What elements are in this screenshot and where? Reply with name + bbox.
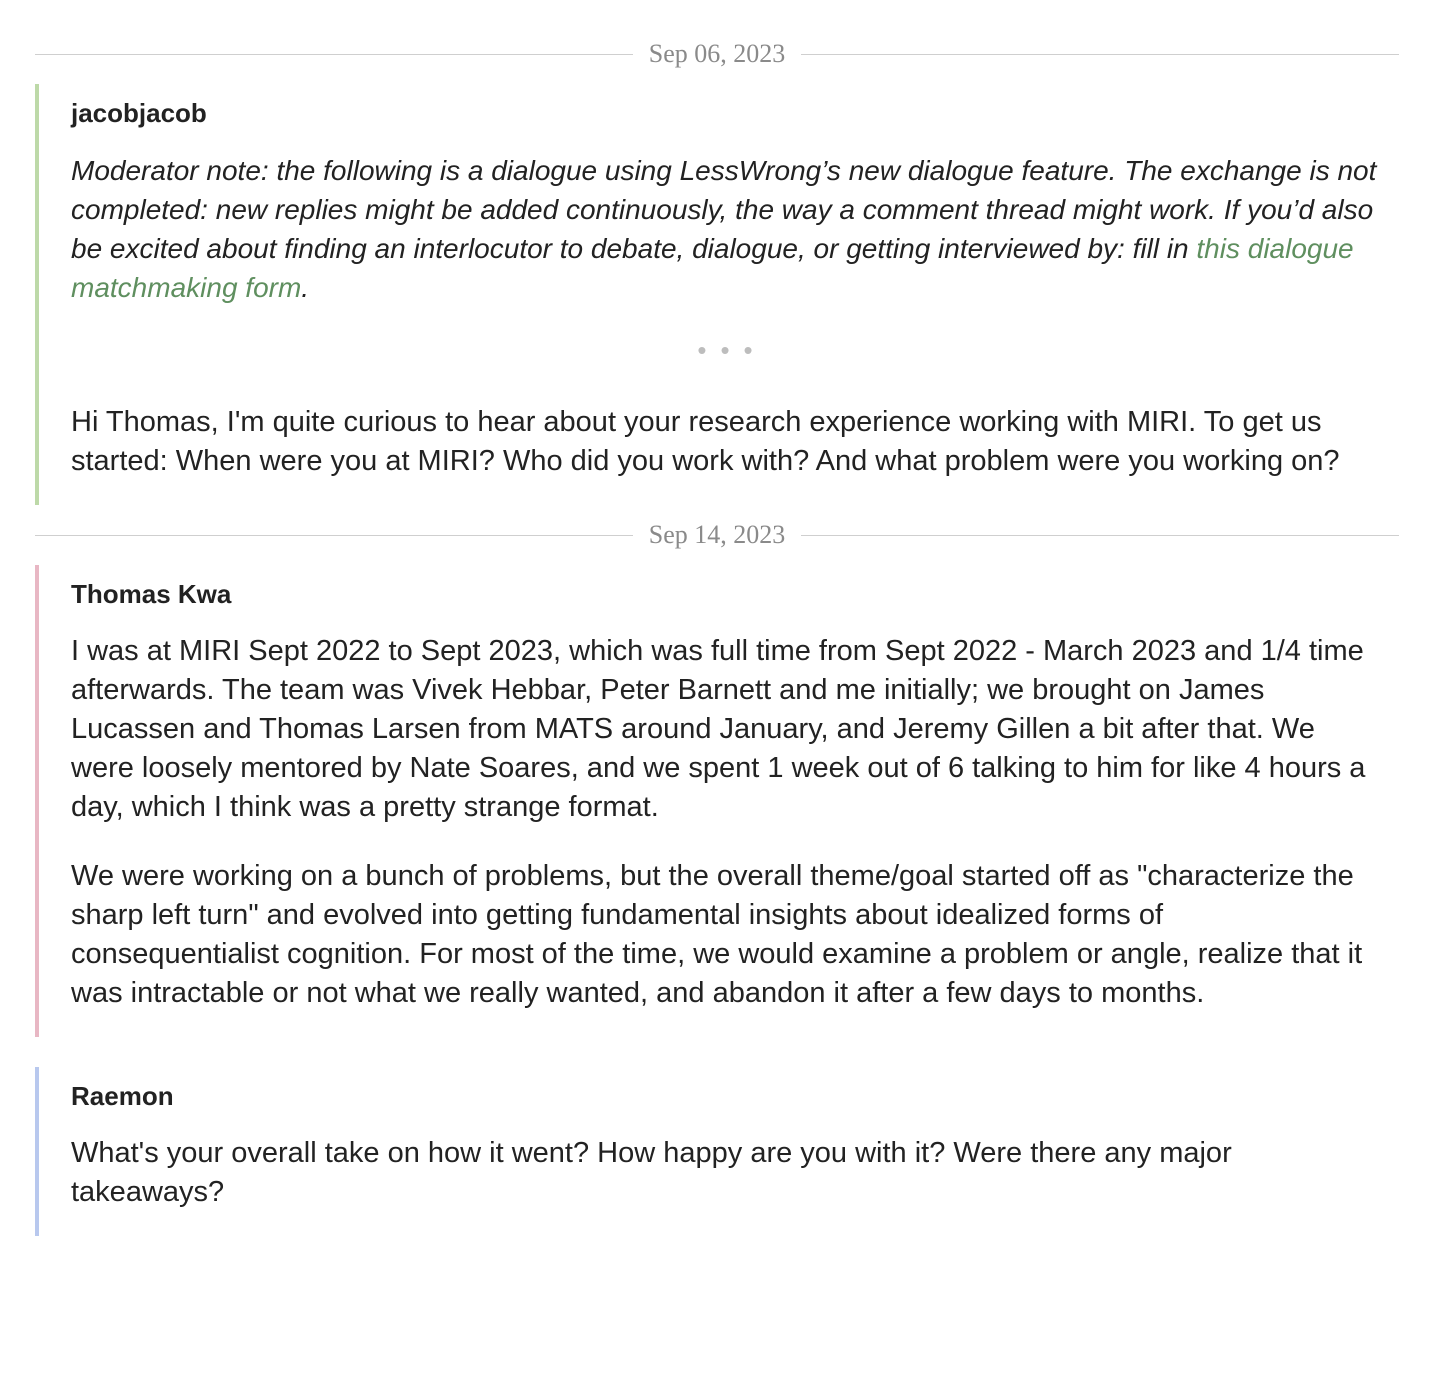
divider-line xyxy=(35,54,633,55)
message-paragraph: Hi Thomas, I'm quite curious to hear about your research experience working with MIRI. To get us started: When were you at MIRI? Who did you work with? And what problem were you working on? xyxy=(71,406,1340,477)
dialogue-entry-raemon xyxy=(35,1067,1399,1236)
message-paragraph: I was at MIRI Sept 2022 to Sept 2023, which was full time from Sept 2022 - March 2023 and 1/4 time afterwards. The team was Vivek Hebbar, Peter Barnett and me initially; we brought on James Lucassen and Thomas Larsen from MATS around January, and Jeremy Gillen a bit after that. We were loosely mentored by Nate Soares, and we spent 1 week out of 6 talking to him for like 4 hours a day, which I think was a pretty strange format. xyxy=(71,635,1366,823)
date-divider xyxy=(35,511,1399,559)
moderator-note xyxy=(71,151,1379,307)
date-label: Sep 06, 2023 xyxy=(648,39,786,68)
message-paragraph: We were working on a bunch of problems, but the overall theme/goal started off as "characterize the sharp left turn" and evolved into getting fundamental insights about idealized forms of consequentialist cognition. For most of the time, we would examine a problem or angle, realize that it was intractable or not what we really wanted, and abandon it after a few days to months. xyxy=(71,860,1363,1009)
date-divider xyxy=(35,30,1399,78)
divider-line xyxy=(35,535,633,536)
moderator-note-end: . xyxy=(301,272,310,303)
matchmaking-form-link[interactable]: this dialogue matchmaking form xyxy=(71,233,1354,303)
author-name[interactable]: Thomas Kwa xyxy=(71,579,232,609)
dialogue-page xyxy=(35,30,1399,1242)
author-name[interactable]: jacobjacob xyxy=(71,98,207,128)
divider-line xyxy=(801,535,1399,536)
divider-line xyxy=(801,54,1399,55)
author-name[interactable]: Raemon xyxy=(71,1081,174,1111)
message-paragraph: What's your overall take on how it went? How happy are you with it? Were there any major takeaways? xyxy=(71,1137,1232,1208)
moderator-note-text: Moderator note: the following is a dialogue using LessWrong’s new dialogue feature. The exchange is not completed: new replies might be added continuously, the way a comment thread might work. If you’d also be excited about finding an interlocutor to debate, dialogue, or getting interviewed by: fill in xyxy=(71,155,1377,264)
section-separator: ••• xyxy=(697,335,767,365)
dialogue-entry-thomas-kwa xyxy=(35,565,1399,1037)
dialogue-entry-jacobjacob xyxy=(35,84,1399,505)
date-label: Sep 14, 2023 xyxy=(648,520,786,549)
